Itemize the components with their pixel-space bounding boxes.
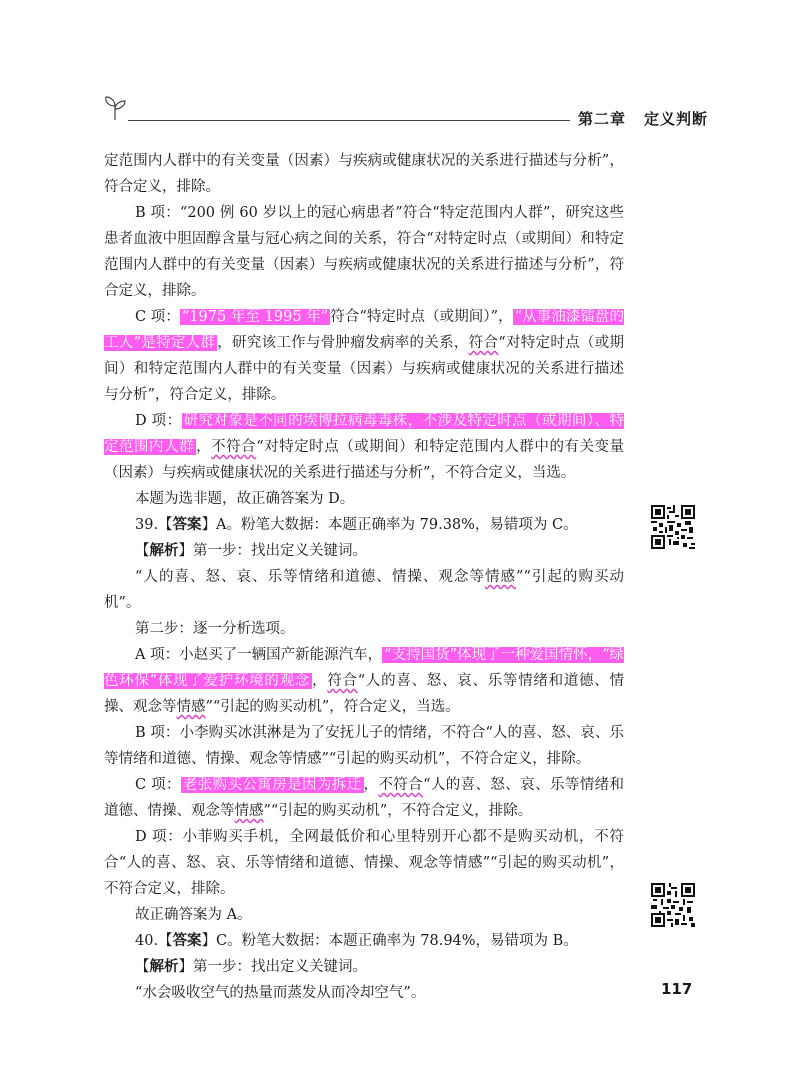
- paragraph: C 项： 老张购买公寓房是因为拆迁 ，不符合“人的喜、怒、哀、乐等情绪和道德、情操、观念等情感”“引起的购买动机”，不符合定义，排除。: [104, 777, 625, 819]
- wavy-underline: 情感: [234, 803, 264, 819]
- highlight: 研究对象是不同的埃博拉病毒毒株，不涉及特定时点（或期间）、特定范围内人群: [104, 413, 624, 455]
- highlight: “从事油漆镭盘的工人”是特定人群: [104, 309, 624, 351]
- highlight: “1975 年至 1995 年”: [181, 309, 329, 325]
- paragraph: D 项： 研究对象是不同的埃博拉病毒毒株，不涉及特定时点（或期间）、特定范围内人群 ，不符合“对特定时点（或期间）和特定范围内人群中的有关变量（因素）与疾病或健康状况的关系进行描述与分析”，不符合定义，当选。: [104, 413, 625, 481]
- paragraph: A 项：小赵买了一辆国产新能源汽车， “支持国货”体现了一种爱国情怀，“绿色环保”体现了爱护环境的观念 ，符合“人的喜、怒、哀、乐等情绪和道德、情操、观念等情感”“引起的购买动机”，符合定义，当选。: [104, 647, 625, 715]
- paragraph: “人的喜、怒、哀、乐等情绪和道德、情操、观念等情感”“引起的购买动机”。: [104, 569, 625, 611]
- leaf-icon: [100, 94, 130, 124]
- wavy-underline: 情感: [176, 699, 206, 715]
- paragraph: D 项：小菲购买手机，全网最低价和心里特别开心都不是购买动机，不符合“人的喜、怒、哀、乐等情绪和道德、情操、观念等情感”“引起的购买动机”，不符合定义，排除。: [104, 829, 624, 897]
- paragraph: 故正确答案为 A。: [135, 907, 252, 923]
- wavy-underline: 不符合: [378, 777, 424, 793]
- paragraph: 本题为选非题，故正确答案为 D。: [135, 491, 355, 507]
- chapter-heading: [578, 108, 708, 129]
- analysis-line: 【解析】第一步：找出定义关键词。: [135, 958, 367, 975]
- paragraph: C 项： “1975 年至 1995 年” 符合“特定时点（或期间）”， “从事油漆镭盘的工人”是特定人群 ，研究该工作与骨肿瘤发病率的关系，符合“对特定时点（或期间）和特定范围内人群中的有关变量（因素）与疾病或健康状况的关系进行描述与分析”，符合定义，排除。: [104, 309, 624, 403]
- qr-code-icon[interactable]: [651, 505, 695, 549]
- wavy-underline: 符合: [468, 335, 499, 351]
- paragraph: B 项：“200 例 60 岁以上的冠心病患者”符合“特定范围内人群”，研究这些患者血液中胆固醇含量与冠心病之间的关系，符合“对特定时点（或期间）和特定范围内人群中的有关变量（因素）与疾病或健康状况的关系进行描述与分析”，符合定义，排除。: [104, 205, 624, 299]
- page-content: [104, 148, 624, 1006]
- paragraph: B 项：小李购买冰淇淋是为了安抚儿子的情绪，不符合“人的喜、怒、哀、乐等情绪和道德、情操、观念等情感”“引起的购买动机”，不符合定义，排除。: [104, 725, 624, 767]
- highlight: “支持国货”体现了一种爱国情怀，“绿色环保”体现了爱护环境的观念: [104, 647, 624, 689]
- chapter-title: 定义判断: [644, 110, 709, 128]
- paragraph: 第二步：逐一分析选项。: [135, 621, 295, 637]
- wavy-underline: 符合: [327, 673, 358, 689]
- paragraph: “水会吸收空气的热量而蒸发从而冷却空气”。: [135, 985, 426, 1001]
- wavy-underline: 不符合: [211, 439, 257, 455]
- answer-line: 40.【答案】C。粉笔大数据：本题正确率为 78.94%，易错项为 B。: [135, 932, 578, 949]
- page-number: 117: [661, 980, 693, 998]
- answer-line: 39.【答案】A。粉笔大数据：本题正确率为 79.38%，易错项为 C。: [135, 516, 578, 533]
- analysis-line: 【解析】第一步：找出定义关键词。: [135, 542, 367, 559]
- highlight: 老张购买公寓房是因为拆迁: [182, 777, 362, 793]
- chapter-number: 第二章: [578, 110, 627, 128]
- header-rule: [128, 120, 570, 121]
- qr-code-icon[interactable]: [651, 883, 695, 927]
- wavy-underline: 情感: [484, 569, 517, 585]
- paragraph: 定范围内人群中的有关变量（因素）与疾病或健康状况的关系进行描述与分析”，符合定义，排除。: [104, 153, 624, 195]
